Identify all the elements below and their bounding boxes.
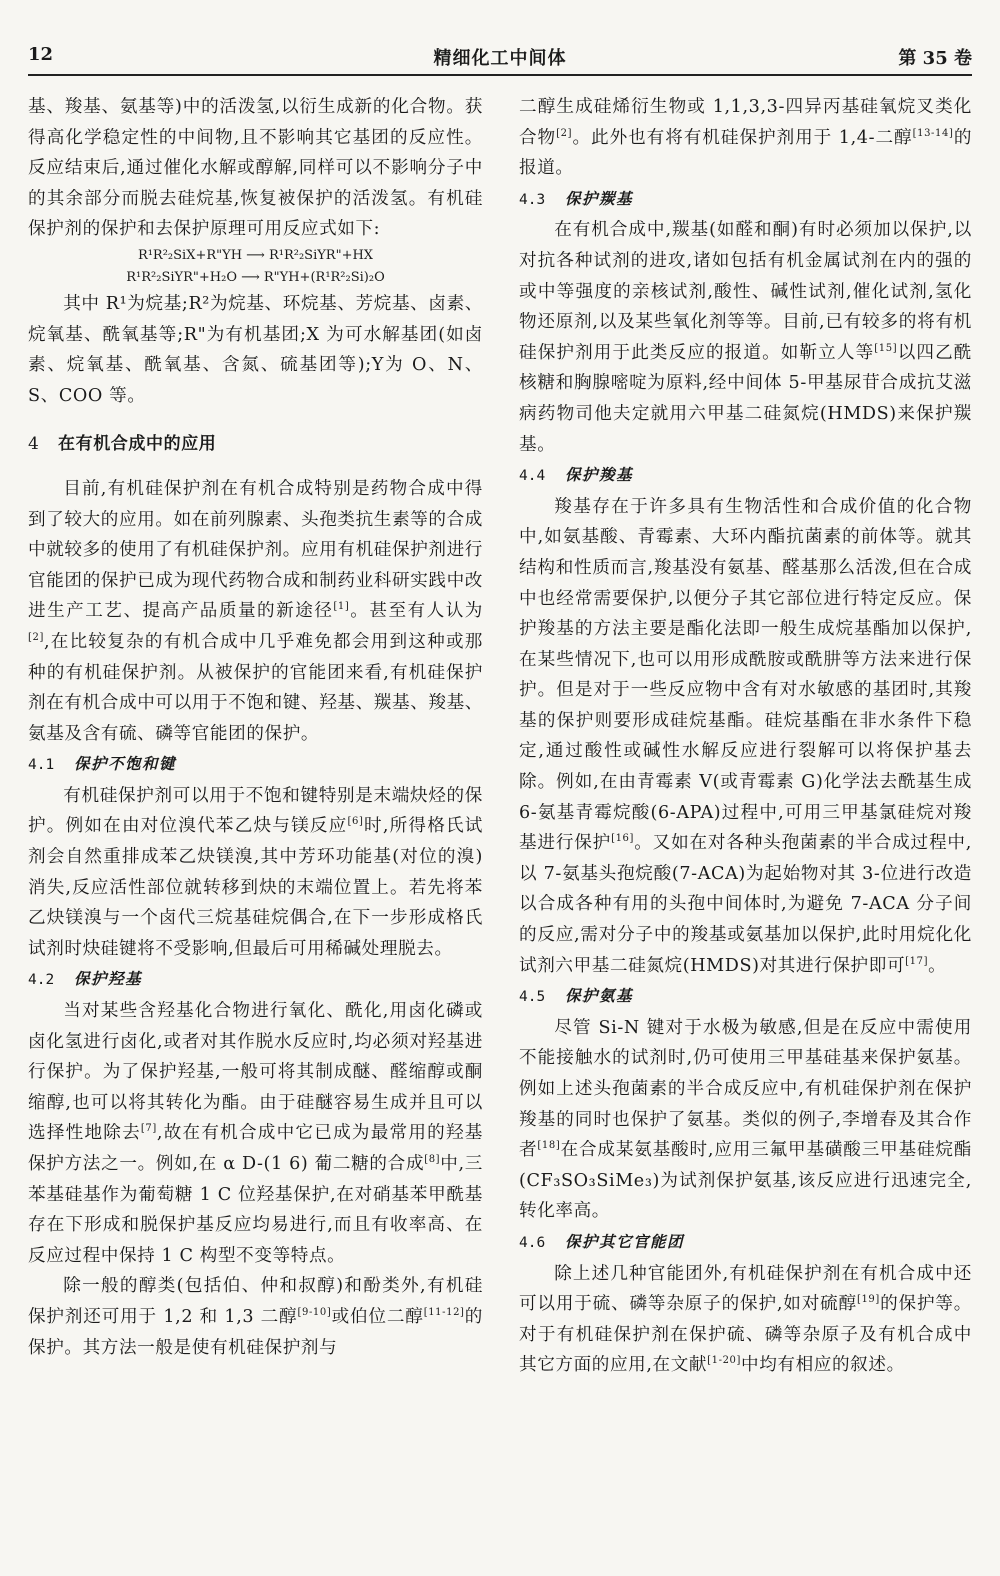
- equation-protect: R¹R²₂SiX+R"YH ⟶ R¹R²₂SiYR"+HX: [137, 247, 374, 263]
- section-heading-4: [28, 429, 483, 460]
- citation: [1-20]: [707, 1355, 742, 1367]
- paragraph: 除一般的醇类(包括伯、仲和叔醇)和酚类外,有机硅保护剂还可用于 1,2 和 1,3 二醇[9-10]或伯位二醇[11-12]的保护。其方法一般是使有机硅保护剂与: [28, 1276, 483, 1358]
- subsection-title: 保护其它官能团: [565, 1231, 685, 1251]
- subsection-heading-4-5: [519, 981, 972, 1013]
- equation-deprotect: R¹R²₂SiYR"+H₂O ⟶ R"YH+(R¹R²₂Si)₂O: [126, 269, 385, 285]
- right-column: [519, 92, 972, 1381]
- page-number: 12: [28, 44, 54, 65]
- subsection-title: 保护羰基: [565, 188, 634, 208]
- subsection-number: 4.4: [519, 468, 546, 485]
- section-number: 4: [28, 434, 40, 455]
- citation: [9-10]: [297, 1307, 332, 1319]
- citation: [2]: [28, 632, 44, 644]
- subsection-number: 4.3: [519, 191, 546, 208]
- paragraph: 羧基存在于许多具有生物活性和合成价值的化合物中,如氨基酸、青霉素、大环内酯抗菌素的前体等。就其结构和性质而言,羧基没有氨基、醛基那么活泼,但在合成中也经常需要保护,以便分子其它部位进行特定反应。保护羧基的方法主要是酯化法即一般生成烷基酯加以保护,在某些情况下,也可以用形成酰胺或酰肼等方法来进行保护。但是对于一些反应物中含有对水敏感的基团时,其羧基的保护则要形成硅烷基酯。硅烷基酯在非水条件下稳定,通过酸性或碱性水解反应进行裂解可以将保护基去除。例如,在由青霉素 V(或青霉素 G)化学法去酰基生成 6-氨基青霉烷酸(6-APA)过程中,可用三甲基氯硅烷对羧基进行保护[16]。又如在对各种头孢菌素的半合成过程中,以 7-氨基头孢烷酸(7-ACA)为起始物对其 3-位进行改造以合成各种有用的头孢中间体时,为避免 7-ACA 分子间的反应,需对分子中的羧基或氨基加以保护,此时用烷化化试剂六甲基二硅氮烷(HMDS)对其进行保护即可[17]。: [519, 496, 972, 976]
- paragraph: 二醇生成硅烯衍生物或 1,1,3,3-四异丙基硅氧烷叉类化合物[2]。此外也有将有机硅保护剂用于 1,4-二醇[13-14]的报道。: [519, 97, 973, 179]
- running-header: [28, 40, 972, 76]
- subsection-number: 4.6: [519, 1234, 546, 1251]
- citation: [6]: [347, 816, 364, 828]
- citation: [17]: [905, 955, 929, 967]
- citation: [2]: [556, 127, 573, 139]
- section-title: 在有机合成中的应用: [58, 434, 217, 455]
- volume-label: 第 35 卷: [898, 48, 972, 69]
- citation: [1]: [333, 601, 350, 613]
- paragraph: 基、羧基、氨基等)中的活泼氢,以衍生成新的化合物。获得高化学稳定性的中间物,且不影响其它基团的反应性。反应结束后,通过催化水解或醇解,同样可以不影响分子中的其余部分而脱去硅烷基,恢复被保护的活泼氢。有机硅保护剂的保护和去保护原理可用反应式如下:: [28, 97, 483, 240]
- subsection-title: 保护氨基: [565, 986, 634, 1006]
- subsection-heading-4-1: [28, 749, 483, 781]
- paragraph: 目前,有机硅保护剂在有机合成特别是药物合成中得到了较大的应用。如在前列腺素、头孢类抗生素等的合成中就较多的使用了有机硅保护剂。应用有机硅保护剂进行官能团的保护已成为现代药物合成和制药业科研实践中改进生产工艺、提高产品质量的新途径[1]。甚至有人认为[2],在比较复杂的有机合成中几乎难免都会用到这种或那种的有机硅保护剂。从被保护的官能团来看,有机硅保护剂在有机合成中可以用于不饱和键、羟基、羰基、羧基、氨基及含有硫、磷等官能团的保护。: [28, 478, 483, 744]
- citation: [13-14]: [912, 127, 954, 139]
- citation: [7]: [140, 1123, 157, 1135]
- citation: [16]: [611, 833, 635, 845]
- paragraph: 除上述几种官能团外,有机硅保护剂在有机合成中还可以用于硫、磷等杂原子的保护,如对硫醇[19]的保护等。对于有机硅保护剂在保护硫、磷等杂原子及有机合成中其它方面的应用,在文献[1-20]中均有相应的叙述。: [519, 1263, 972, 1376]
- subsection-title: 保护羧基: [565, 465, 634, 485]
- citation: [8]: [424, 1154, 441, 1166]
- citation: [19]: [856, 1294, 880, 1306]
- paragraph: 其中 R¹为烷基;R²为烷基、环烷基、芳烷基、卤素、烷氧基、酰氧基等;R"为有机基团;X 为可水解基团(如卤素、烷氧基、酰氧基、含氮、硫基团等);Y为 O、N、S、COO 等。: [28, 293, 483, 406]
- subsection-number: 4.2: [28, 972, 55, 989]
- paragraph: 尽管 Si-N 键对于水极为敏感,但是在反应中需使用不能接触水的试剂时,仍可使用三甲基硅基来保护氨基。例如上述头孢菌素的半合成反应中,有机硅保护剂在保护羧基的同时也保护了氨基。类似的例子,李增春及其合作者[18]在合成某氨基酸时,应用三氟甲基磺酸三甲基硅烷酯(CF₃SO₃SiMe₃)为试剂保护氨基,该反应进行迅速完全,转化率高。: [519, 1017, 972, 1222]
- left-column: [28, 92, 483, 1363]
- subsection-heading-4-6: [519, 1227, 972, 1259]
- subsection-heading-4-3: [519, 184, 972, 216]
- citation: [15]: [874, 342, 898, 354]
- citation: [18]: [537, 1140, 561, 1152]
- subsection-number: 4.1: [28, 757, 55, 774]
- subsection-title: 保护羟基: [74, 969, 143, 989]
- journal-title: 精细化工中间体: [433, 48, 567, 69]
- paragraph: 有机硅保护剂可以用于不饱和键特别是末端炔烃的保护。例如在由对位溴代苯乙炔与镁反应[6]时,所得格氏试剂会自然重排成苯乙炔镁溴,其中芳环功能基(对位的溴)消失,反应活性部位就转移到炔的末端位置上。若先将苯乙炔镁溴与一个卤代三烷基硅烷偶合,在下一步形成格氏试剂时炔硅键将不受影响,但最后可用稀碱处理脱去。: [28, 785, 484, 959]
- subsection-number: 4.5: [519, 989, 546, 1006]
- subsection-heading-4-2: [28, 964, 483, 996]
- paragraph: 在有机合成中,羰基(如醛和酮)有时必须加以保护,以对抗各种试剂的进攻,诸如包括有机金属试剂在内的强的或中等强度的亲核试剂,酸性、碱性试剂,催化试剂,氢化物还原剂,以及某些氧化剂等等。目前,已有较多的将有机硅保护剂用于此类反应的报道。如靳立人等[15]以四乙酰核糖和胸腺嘧啶为原料,经中间体 5-甲基尿苷合成抗艾滋病药物司他夫定就用六甲基二硅氮烷(HMDS)来保护羰基。: [519, 220, 972, 455]
- paragraph: 当对某些含羟基化合物进行氧化、酰化,用卤化磷或卤化氢进行卤化,或者对其作脱水反应时,均必须对羟基进行保护。为了保护羟基,一般可将其制成醚、醛缩醇或酮缩醇,也可以将其转化为酯。由于硅醚容易生成并且可以选择性地除去[7],故在有机合成中它已成为最常用的羟基保护方法之一。例如,在 α D-(1 6) 葡二糖的合成[8]中,三苯基硅基作为葡萄糖 1 C 位羟基保护,在对硝基苯甲酰基存在下形成和脱保护基反应均易进行,而且有收率高、在反应过程中保持 1 C 构型不变等特点。: [28, 1001, 483, 1266]
- subsection-heading-4-4: [519, 460, 972, 492]
- citation: [11-12]: [423, 1307, 465, 1319]
- subsection-title: 保护不饱和键: [74, 754, 177, 774]
